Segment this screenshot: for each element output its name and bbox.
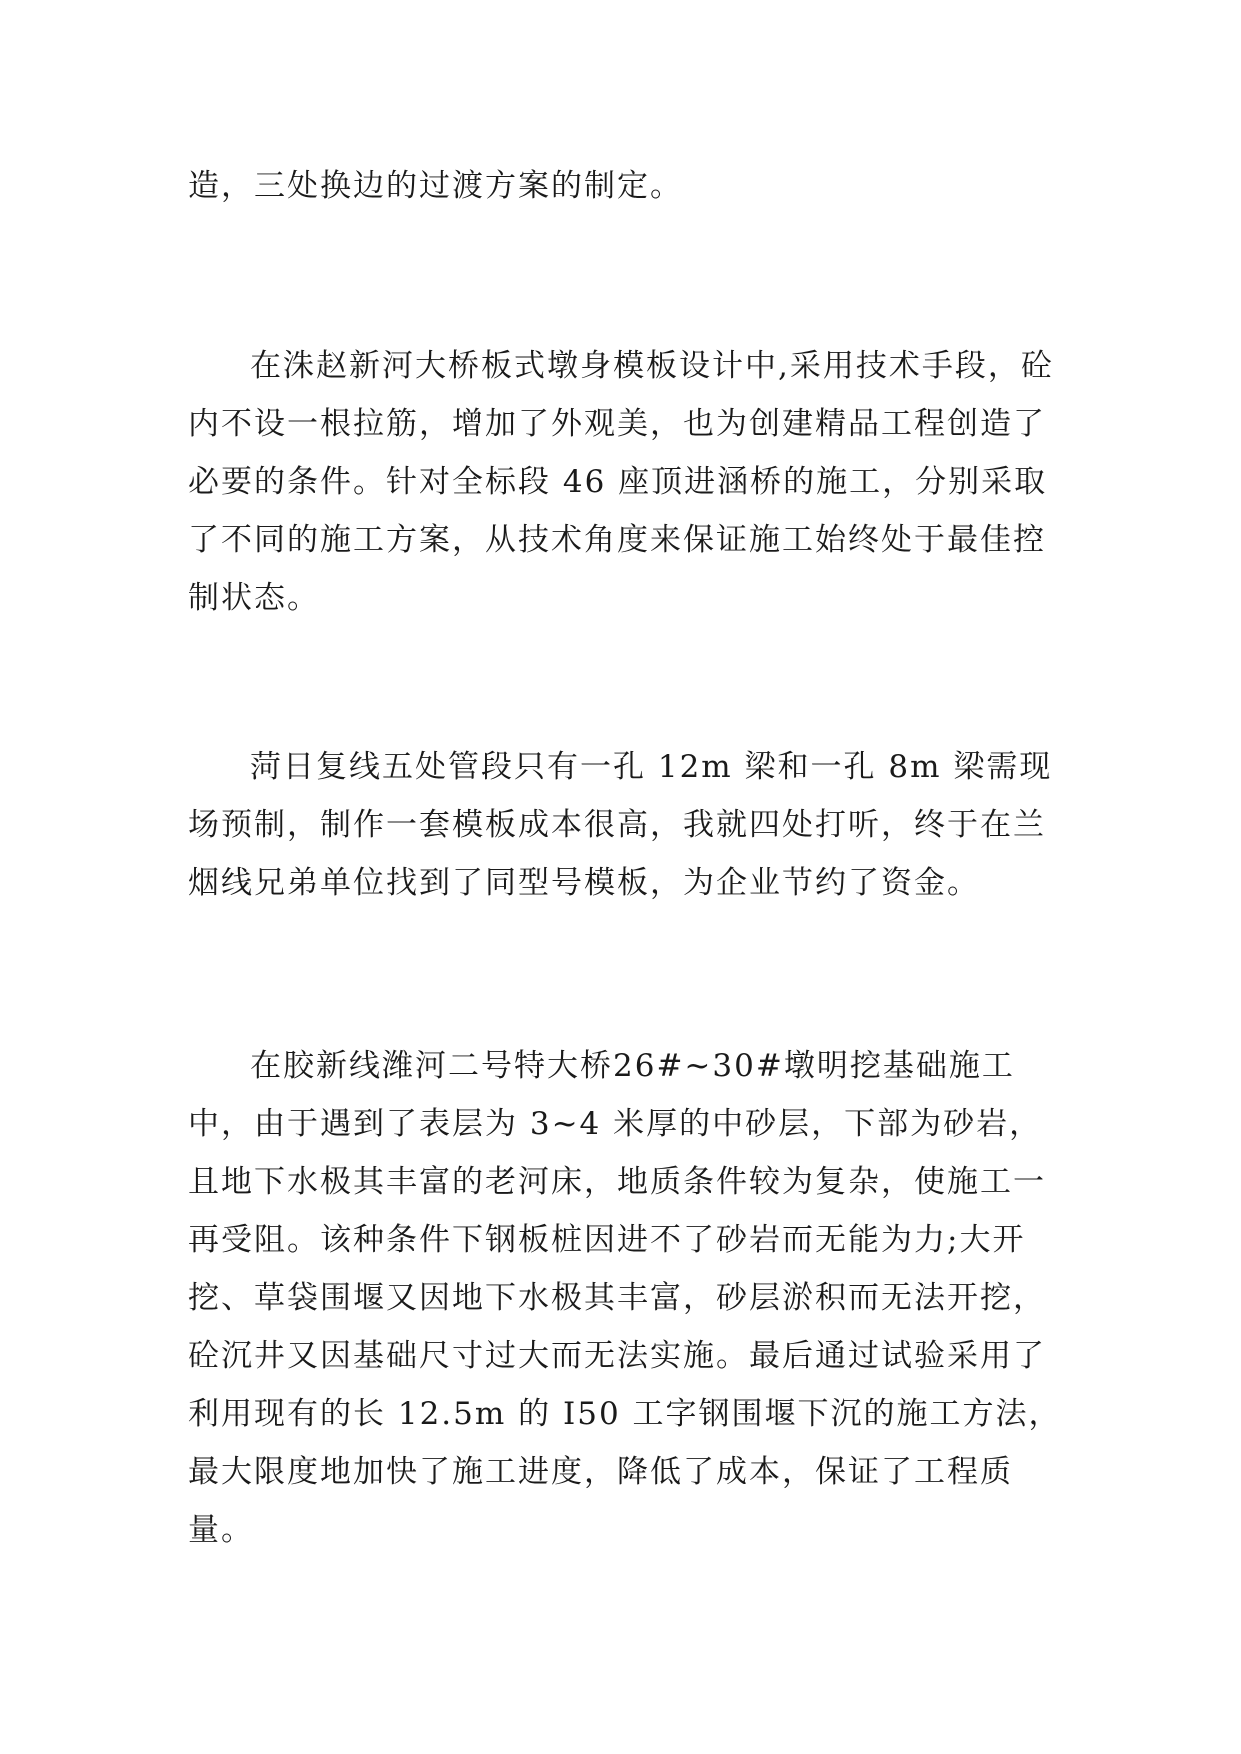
- paragraph-heri-line: 菏日复线五处管段只有一孔 12m 梁和一孔 8m 梁需现场预制，制作一套模板成本很高，我就四处打听，终于在兰烟线兄弟单位找到了同型号模板，为企业节约了资金。: [188, 749, 1053, 901]
- paragraph-continuation: 造，三处换边的过渡方案的制定。: [188, 168, 683, 204]
- paragraph-zhuzhao-bridge: 在洙赵新河大桥板式墩身模板设计中,采用技术手段，砼内不设一根拉筋，增加了外观美，也为创建精品工程创造了必要的条件。针对全标段 46 座顶进涵桥的施工，分别采取了不同的施工方案，从技术角度来保证施工始终处于最佳控制状态。: [188, 348, 1054, 616]
- paragraph-jiaoxin-line: 在胶新线潍河二号特大桥26#~30#墩明挖基础施工中，由于遇到了表层为 3~4 米厚的中砂层，下部为砂岩，且地下水极其丰富的老河床，地质条件较为复杂，使施工一再受阻。该种条件下钢板桩因进不了砂岩而无能为力;大开挖、草袋围堰又因地下水极其丰富，砂层淤积而无法开挖，砼沉井又因基础尺寸过大而无法实施。最后通过试验采用了利用现有的长 12.5m 的 I50 工字钢围堰下沉的施工方法，最大限度地加快了施工进度，降低了成本，保证了工程质量。: [188, 1048, 1062, 1548]
